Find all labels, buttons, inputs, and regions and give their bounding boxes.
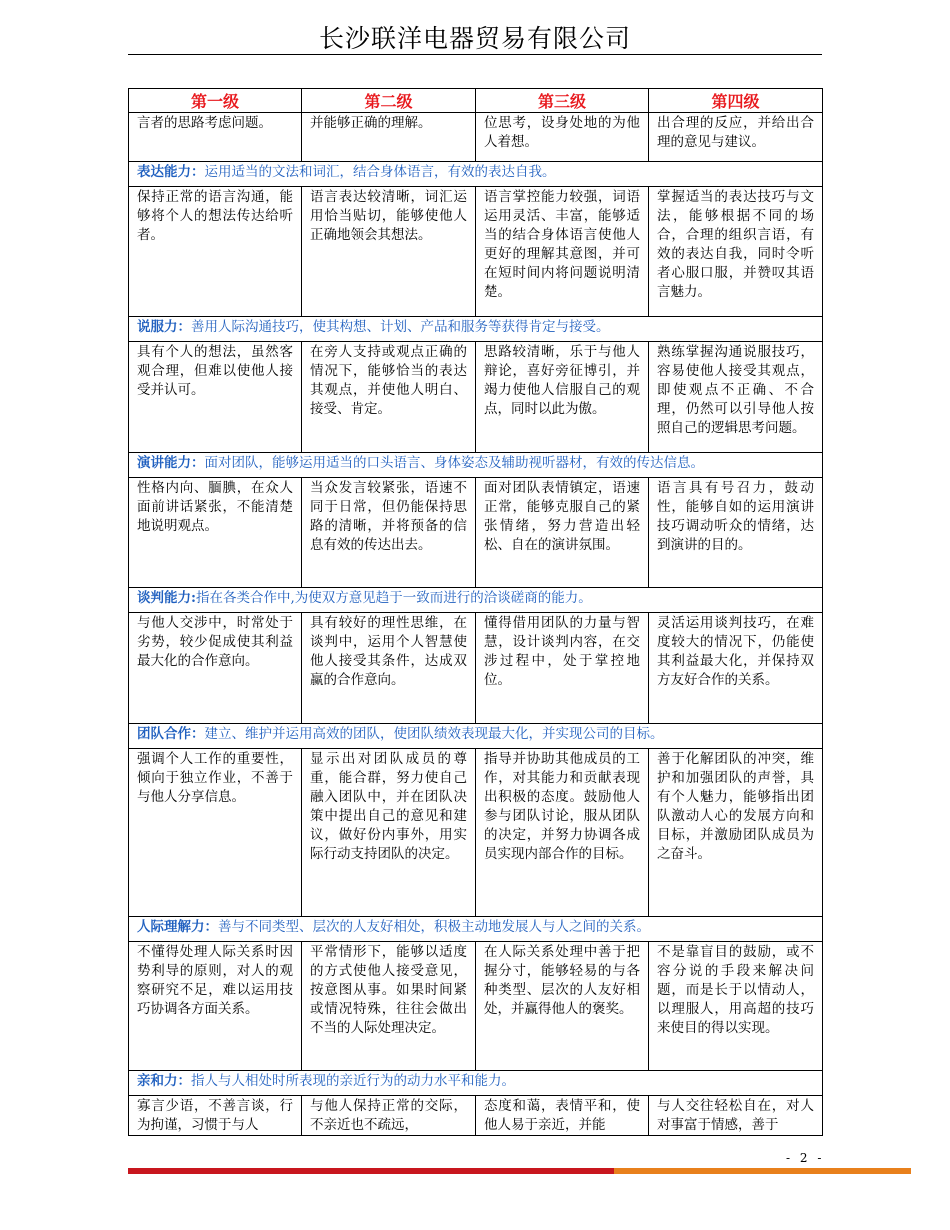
table-cell: 思路较清晰，乐于与他人辩论，喜好旁征博引，并竭力使他人信服自己的观点，同时以此为傲。 — [476, 342, 649, 453]
section-desc: 指人与人相处时所表现的亲近行为的动力水平和能力。 — [191, 1073, 515, 1089]
section-header — [129, 1071, 823, 1096]
table-cell: 不懂得处理人际关系时因势利导的原则，对人的观察研究不足，难以运用技巧协调各方面关系。 — [129, 942, 302, 1071]
table-cell: 语言表达较清晰，词汇运用恰当贴切，能够使他人正确地领会其想法。 — [302, 187, 476, 317]
section-name: 人际理解力： — [137, 919, 218, 935]
section-row-persuasion — [129, 317, 823, 342]
table-cell: 面对团队表情镇定，语速正常，能够克服自己的紧张情绪，努力营造出轻松、自在的演讲氛围。 — [476, 478, 649, 588]
section-desc: 善与不同类型、层次的人友好相处，积极主动地发展人与人之间的关系。 — [218, 919, 650, 935]
level-row-persuasion — [129, 342, 823, 453]
table-cell: 具有较好的理性思维，在谈判中，运用个人智慧使他人接受其条件，达成双赢的合作意向。 — [302, 613, 476, 724]
section-row-teamwork — [129, 724, 823, 749]
section-name: 亲和力： — [137, 1073, 191, 1089]
table-cell: 语言具有号召力，鼓动性，能够自如的运用演讲技巧调动听众的情绪，达到演讲的目的。 — [649, 478, 823, 588]
page-number: - 2 - — [786, 1151, 825, 1165]
continued-row — [129, 113, 823, 162]
section-name: 说服力： — [137, 319, 191, 335]
level-1-header: 第一级 — [129, 89, 302, 113]
section-header — [129, 917, 823, 942]
section-name: 演讲能力： — [137, 455, 205, 471]
section-name: 谈判能力: — [137, 590, 196, 606]
table-cell: 指导并协助其他成员的工作，对其能力和贡献表现出积极的态度。鼓励他人参与团队讨论，服从团队的决定，并努力协调各成员实现内部合作的目标。 — [476, 749, 649, 917]
section-header — [129, 724, 823, 749]
level-4-header: 第四级 — [649, 89, 823, 113]
section-desc: 面对团队，能够运用适当的口头语言、身体姿态及辅助视听器材，有效的传达信息。 — [204, 455, 704, 471]
table-cell: 具有个人的想法，虽然客观合理，但难以使他人接受并认可。 — [129, 342, 302, 453]
table-cell: 性格内向、腼腆，在众人面前讲话紧张，不能清楚地说明观点。 — [129, 478, 302, 588]
header-divider — [128, 54, 822, 55]
table-cell: 并能够正确的理解。 — [302, 113, 476, 162]
table-cell: 在人际关系处理中善于把握分寸，能够轻易的与各种类型、层次的人友好相处，并赢得他人的褒奖。 — [476, 942, 649, 1071]
level-row-expression — [129, 187, 823, 317]
section-name: 团队合作： — [137, 726, 205, 742]
section-header — [129, 317, 823, 342]
level-header-row — [129, 89, 823, 113]
company-title: 长沙联洋电器贸易有限公司 — [318, 24, 631, 53]
competency-table — [128, 88, 823, 1136]
table-cell: 寡言少语，不善言谈，行为拘谨，习惯于与人 — [129, 1096, 302, 1136]
section-desc: 建立、维护并运用高效的团队，使团队绩效表现最大化，并实现公司的目标。 — [204, 726, 664, 742]
table-cell: 在旁人支持或观点正确的情况下，能够恰当的表达其观点，并使他人明白、接受、肯定。 — [302, 342, 476, 453]
table-cell: 当众发言较紧张，语速不同于日常，但仍能保持思路的清晰，并将预备的信息有效的传达出去。 — [302, 478, 476, 588]
section-row-expression — [129, 162, 823, 187]
section-row-interpersonal — [129, 917, 823, 942]
table-cell: 强调个人工作的重要性，倾向于独立作业，不善于与他人分享信息。 — [129, 749, 302, 917]
level-row-interpersonal — [129, 942, 823, 1071]
section-name: 表达能力： — [137, 164, 205, 180]
section-header — [129, 453, 823, 478]
table-cell: 不是靠盲目的鼓励，或不容分说的手段来解决问题，而是长于以情动人，以理服人，用高超的技巧来使目的得以实现。 — [649, 942, 823, 1071]
table-cell: 显示出对团队成员的尊重，能合群，努力使自己融入团队中，并在团队决策中提出自己的意见和建议，做好份内事外，用实际行动支持团队的决定。 — [302, 749, 476, 917]
level-row-affinity — [129, 1096, 823, 1136]
table-cell: 熟练掌握沟通说服技巧，容易使他人接受其观点，即使观点不正确、不合理，仍然可以引导他人按照自己的逻辑思考问题。 — [649, 342, 823, 453]
table-cell: 平常情形下，能够以适度的方式使他人接受意见，按意图从事。如果时间紧或情况特殊，往往会做出不当的人际处理决定。 — [302, 942, 476, 1071]
table-cell: 保持正常的语言沟通，能够将个人的想法传达给听者。 — [129, 187, 302, 317]
table-cell: 善于化解团队的冲突，维护和加强团队的声誉，具有个人魅力，能够指出团队激动人心的发展方向和目标，并激励团队成员为之奋斗。 — [649, 749, 823, 917]
table-cell: 掌握适当的表达技巧与文法，能够根据不同的场合，合理的组织言语，有效的表达自我，同时令听者心服口服，并赞叹其语言魅力。 — [649, 187, 823, 317]
footer-bar-orange — [614, 1168, 911, 1174]
table-cell: 与他人保持正常的交际，不亲近也不疏远， — [302, 1096, 476, 1136]
table-cell: 与他人交涉中，时常处于劣势，较少促成使其利益最大化的合作意向。 — [129, 613, 302, 724]
level-3-header: 第三级 — [476, 89, 649, 113]
section-row-affinity — [129, 1071, 823, 1096]
section-header — [129, 162, 823, 187]
table-cell: 语言掌控能力较强，词语运用灵活、丰富，能够适当的结合身体语言使他人更好的理解其意图，并可在短时间内将问题说明清楚。 — [476, 187, 649, 317]
table-cell: 言者的思路考虑问题。 — [129, 113, 302, 162]
footer-bar-red — [128, 1168, 614, 1174]
table-cell: 出合理的反应，并给出合理的意见与建议。 — [649, 113, 823, 162]
level-row-teamwork — [129, 749, 823, 917]
table-cell: 与人交往轻松自在，对人对事富于情感，善于 — [649, 1096, 823, 1136]
table-cell: 灵活运用谈判技巧，在难度较大的情况下，仍能使其利益最大化，并保持双方友好合作的关系。 — [649, 613, 823, 724]
table-cell: 态度和蔼，表情平和，使他人易于亲近，并能 — [476, 1096, 649, 1136]
section-desc: 运用适当的文法和词汇，结合身体语言，有效的表达自我。 — [204, 164, 556, 180]
level-row-speech — [129, 478, 823, 588]
section-row-speech — [129, 453, 823, 478]
table-cell: 位思考，设身处地的为他人着想。 — [476, 113, 649, 162]
section-desc: 指在各类合作中,为使双方意见趋于一致而进行的洽谈磋商的能力。 — [195, 590, 592, 606]
section-desc: 善用人际沟通技巧，使其构想、计划、产品和服务等获得肯定与接受。 — [191, 319, 610, 335]
level-row-negotiation — [129, 613, 823, 724]
level-2-header: 第二级 — [302, 89, 476, 113]
table-cell: 懂得借用团队的力量与智慧，设计谈判内容，在交涉过程中，处于掌控地位。 — [476, 613, 649, 724]
section-header — [129, 588, 823, 613]
section-row-negotiation — [129, 588, 823, 613]
